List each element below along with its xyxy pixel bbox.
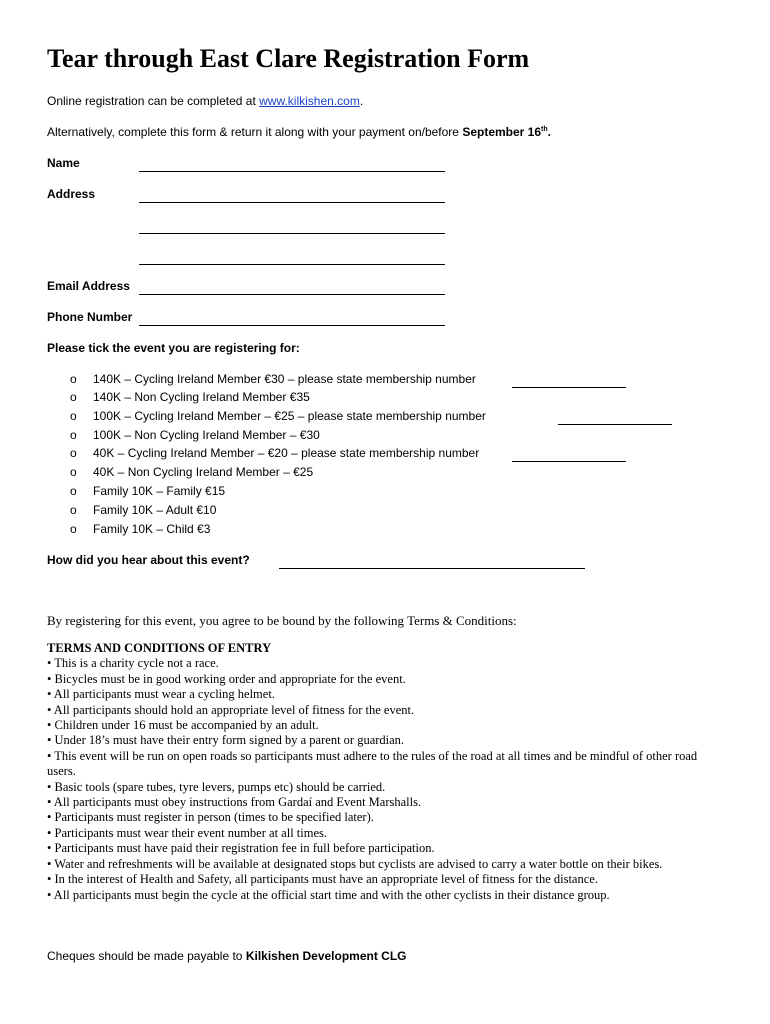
- terms-item: • In the interest of Health and Safety, all participants must have an appropriate level of fitness for the distance.: [47, 872, 598, 887]
- terms-section: [47, 641, 717, 903]
- email-label: Email Address: [47, 279, 130, 293]
- online-prefix: Online registration can be completed at: [47, 94, 260, 108]
- event-option-label: 40K – Non Cycling Ireland Member – €25: [93, 465, 314, 479]
- event-option-label: 140K – Non Cycling Ireland Member €35: [93, 390, 310, 404]
- deadline-date-text: September 16: [462, 125, 542, 139]
- kilkishen-link[interactable]: www.kilkishen.com: [259, 94, 360, 108]
- terms-item: • Participants must register in person (times to be specified later).: [47, 810, 374, 825]
- event-checkbox-7[interactable]: o: [70, 484, 77, 498]
- address-field-line-2[interactable]: [139, 218, 445, 234]
- terms-item: • All participants should hold an appropriate level of fitness for the event.: [47, 702, 415, 717]
- event-checkbox-4[interactable]: o: [70, 428, 77, 442]
- deadline-date: [462, 125, 547, 139]
- event-checkbox-2[interactable]: o: [70, 390, 77, 404]
- email-field[interactable]: [139, 279, 445, 295]
- terms-item: • This is a charity cycle not a race.: [47, 656, 219, 671]
- page-title: Tear through East Clare Registration Form: [47, 44, 530, 73]
- online-suffix: .: [359, 94, 364, 108]
- terms-heading: TERMS AND CONDITIONS OF ENTRY: [47, 641, 272, 655]
- event-option-label: Family 10K – Family €15: [93, 484, 226, 498]
- terms-item: • This event will be run on open roads so participants must adhere to the rules of the road at all times and be mindful of other road users.: [47, 748, 698, 779]
- hear-about-field[interactable]: [279, 553, 585, 569]
- membership-number-field[interactable]: [512, 446, 626, 462]
- agreement-text: By registering for this event, you agree to be bound by the following Terms & Conditions:: [47, 613, 517, 628]
- cheques-text: [47, 949, 407, 963]
- phone-field[interactable]: [139, 310, 445, 326]
- terms-item: • Water and refreshments will be available at designated stops but cyclists are advised to carry a water bottle on their bikes.: [47, 856, 663, 871]
- event-option-label: 100K – Non Cycling Ireland Member – €30: [93, 428, 320, 442]
- alternative-text: [47, 125, 551, 139]
- events-heading: Please tick the event you are registering for:: [47, 341, 300, 355]
- cheques-payee: Kilkishen Development CLG: [245, 949, 407, 963]
- terms-item: • Participants must wear their event number at all times.: [47, 825, 327, 840]
- terms-item: • All participants must begin the cycle at the official start time and with the other cyclists in their distance group.: [47, 887, 610, 902]
- address-label: Address: [47, 187, 96, 201]
- event-option-label: Family 10K – Child €3: [93, 522, 211, 536]
- terms-item: • Children under 16 must be accompanied by an adult.: [47, 718, 319, 733]
- event-checkbox-8[interactable]: o: [70, 503, 77, 517]
- terms-item: • Participants must have paid their registration fee in full before participation.: [47, 841, 435, 856]
- address-field-line-3[interactable]: [139, 249, 445, 265]
- cheques-prefix: Cheques should be made payable to: [47, 949, 246, 963]
- name-label: Name: [47, 156, 80, 170]
- terms-item: • All participants must wear a cycling helmet.: [47, 687, 275, 702]
- terms-item: • Bicycles must be in good working order and appropriate for the event.: [47, 671, 406, 686]
- alt-prefix: Alternatively, complete this form & return it along with your payment on/before: [47, 125, 463, 139]
- online-registration-text: [47, 94, 363, 108]
- address-field-line-1[interactable]: [139, 187, 445, 203]
- phone-label: Phone Number: [47, 310, 133, 324]
- event-checkbox-6[interactable]: o: [70, 465, 77, 479]
- deadline-date-sup: th: [541, 126, 548, 133]
- alt-suffix: .: [547, 125, 551, 139]
- event-checkbox-9[interactable]: o: [70, 522, 77, 536]
- terms-list: [47, 656, 717, 903]
- event-checkbox-1[interactable]: o: [70, 372, 77, 386]
- event-option-label: 40K – Cycling Ireland Member – €20 – please state membership number: [93, 446, 480, 460]
- event-option-label: 140K – Cycling Ireland Member €30 – please state membership number: [93, 372, 476, 386]
- terms-item: • All participants must obey instructions from Gardaí and Event Marshalls.: [47, 795, 422, 810]
- terms-item: • Under 18’s must have their entry form signed by a parent or guardian.: [47, 733, 405, 748]
- hear-about-label: How did you hear about this event?: [47, 553, 250, 567]
- event-option-label: 100K – Cycling Ireland Member – €25 – please state membership number: [93, 409, 486, 423]
- event-checkbox-3[interactable]: o: [70, 409, 77, 423]
- membership-number-field[interactable]: [558, 409, 672, 425]
- event-option-label: Family 10K – Adult €10: [93, 503, 217, 517]
- membership-number-field[interactable]: [512, 372, 626, 388]
- terms-item: • Basic tools (spare tubes, tyre levers, pumps etc) should be carried.: [47, 779, 386, 794]
- name-field[interactable]: [139, 156, 445, 172]
- event-checkbox-5[interactable]: o: [70, 446, 77, 460]
